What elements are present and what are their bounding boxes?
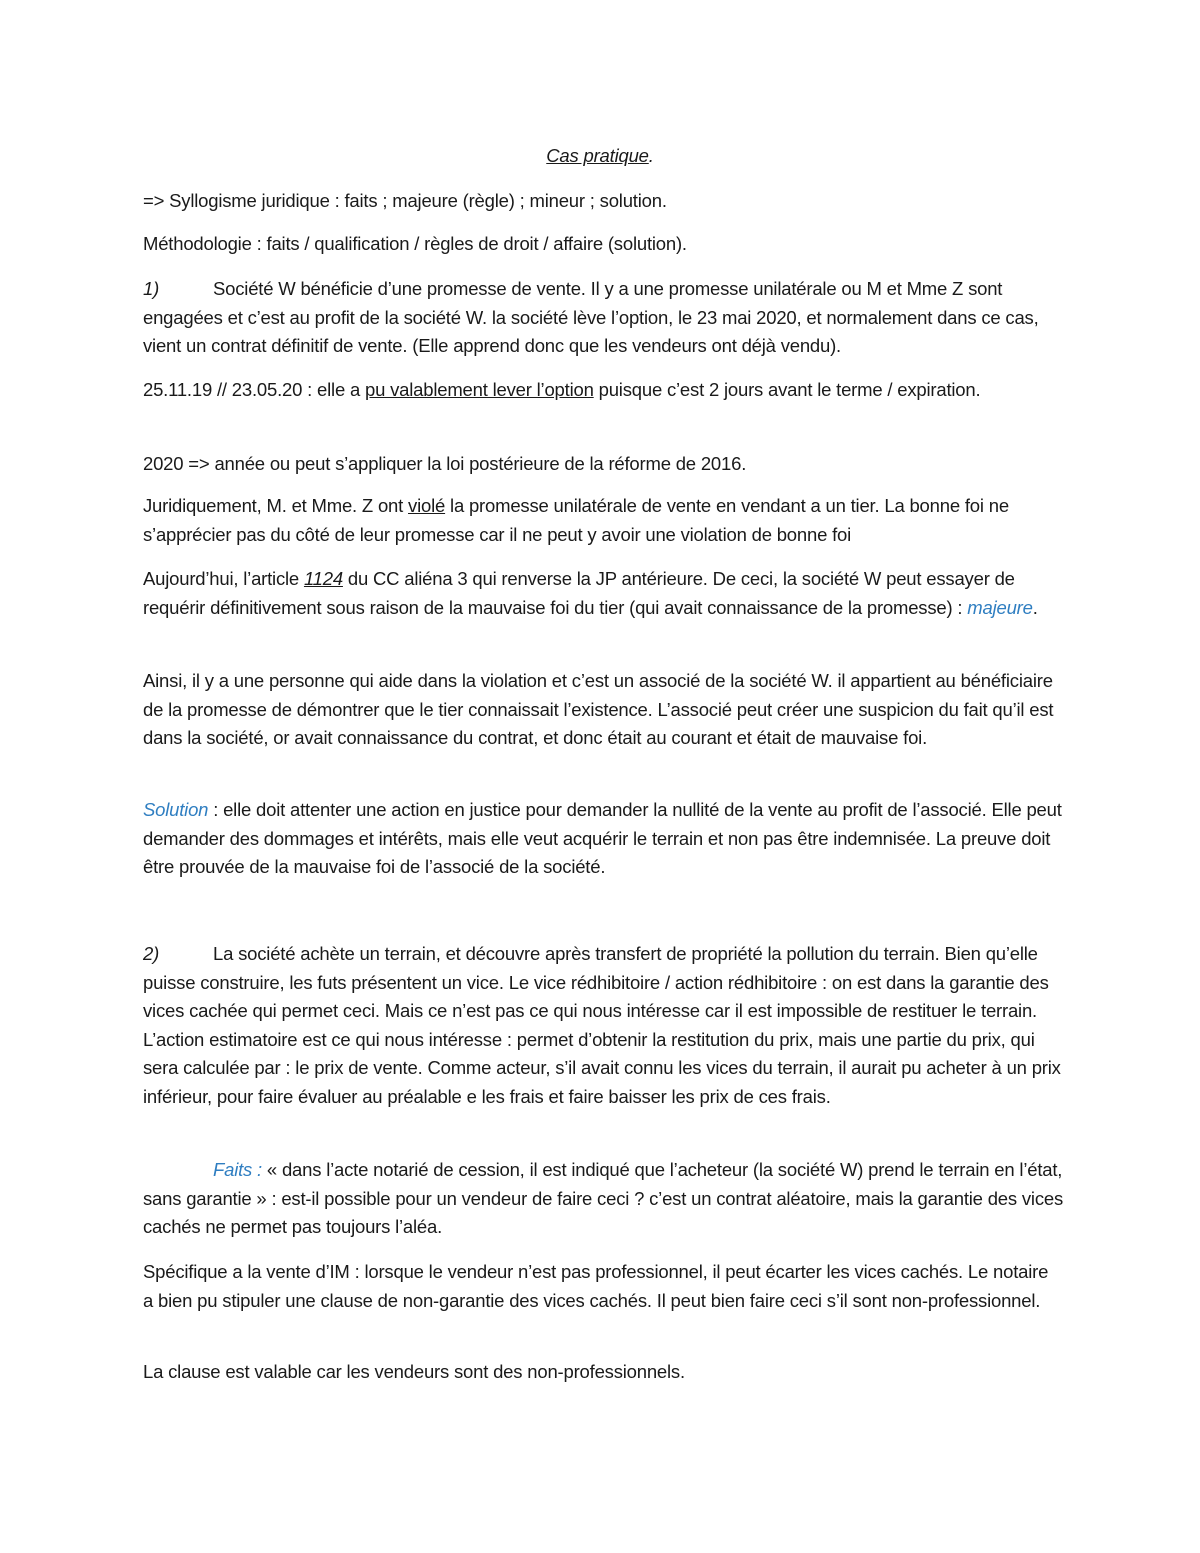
section-1-intro (143, 275, 1063, 361)
section-2-intro-text: La société achète un terrain, et découvre après transfert de propriété la pollution du terrain. Bien qu’elle puisse construire, les futs présentent un vice. Le vice rédhibitoire / action rédhibitoire : on est dans la garantie des vices cachée qui permet ceci. Mais ce n’est pas ce qui nous intéresse car il est impossible de restituer le terrain. L’action estimatoire est ce qui nous intéresse : permet d’obtenir la restitution du prix, mais une partie du prix, qui sera calculée par : le prix de vente. Comme acteur, s’il avait connu les vices du terrain, il aurait pu acheter à un prix inférieur, pour faire évaluer au préalable e les frais et faire baisser les prix de ces frais. (143, 943, 1061, 1107)
majeure-label: majeure (967, 596, 1033, 618)
jur-text-b: la promesse unilatérale de vente en vendant a un tier. La bonne foi ne s’apprécier pas du côté de leur promesse car il ne peut y avoir une violation de bonne foi (143, 495, 1009, 545)
auj-end: . (1032, 596, 1038, 618)
annee-paragraph: 2020 => année ou peut s’appliquer la loi postérieure de la réforme de 2016. (143, 453, 747, 474)
section-1-number: 1) (143, 278, 160, 299)
section-2-number: 2) (143, 943, 160, 964)
clause-paragraph: La clause est valable car les vendeurs sont des non-professionnels. (143, 1361, 685, 1382)
dates-text-b: puisque c’est 2 jours avant le terme / expiration. (593, 379, 981, 400)
syllogisme-paragraph: => Syllogisme juridique : faits ; majeure (règle) ; mineur ; solution. (143, 190, 667, 211)
solution-paragraph (143, 796, 1063, 882)
faits-text: « dans l’acte notarié de cession, il est indiqué que l’acheteur (la société W) prend le terrain en l’état, sans garantie » : est-il possible pour un vendeur de faire ceci ? c’est un contrat aléatoire, mais la garantie des vices cachés ne permet pas toujours l’aléa. (143, 1159, 1064, 1237)
page-title (0, 145, 1200, 167)
title-dot: . (648, 145, 654, 166)
specifique-paragraph: Spécifique a la vente d’IM : lorsque le vendeur n’est pas professionnel, il peut écarter les vices cachés. Le notaire a bien pu stipuler une clause de non-garantie des vices cachés. Il peut bien faire ceci s’il sont non-professionnel. (143, 1261, 1049, 1311)
title-text: Cas pratique (546, 145, 649, 166)
solution-label: Solution (143, 799, 209, 820)
dates-underlined: pu valablement lever l’option (365, 379, 594, 400)
jur-text-a: Juridiquement, M. et Mme. Z ont (143, 495, 409, 516)
dates-text-a: 25.11.19 // 23.05.20 : elle a (143, 379, 365, 400)
dates-paragraph (143, 376, 1063, 405)
juridiquement-paragraph (143, 492, 1063, 549)
methodologie-paragraph: Méthodologie : faits / qualification / règles de droit / affaire (solution). (143, 233, 687, 254)
section-2-intro (143, 940, 1063, 1111)
faits-paragraph (143, 1156, 1063, 1242)
aujourdhui-paragraph (143, 565, 1063, 622)
ainsi-paragraph: Ainsi, il y a une personne qui aide dans la violation et c’est un associé de la société W. il appartient au bénéficiaire de la promesse de démontrer que le tier connaissait l’existence. L’associé peut créer une suspicion du fait qu’il est dans la société, or avait connaissance du contrat, et donc était au courant et était de mauvaise foi. (143, 670, 1054, 748)
auj-text-b: du CC aliéna 3 qui renverse la JP antérieure. De ceci, la société W peut essayer de requérir définitivement sous raison de la mauvaise foi du tier (qui avait connaissance de la promesse) : (143, 568, 1015, 618)
faits-label: Faits : (213, 1159, 262, 1180)
solution-text: : elle doit attenter une action en justice pour demander la nullité de la vente au profit de l’associé. Elle peut demander des dommages et intérêts, mais elle veut acquérir le terrain et non pas être indemnisée. La preuve doit être prouvée de la mauvaise foi de l’associé de la société. (143, 799, 1062, 877)
section-1-intro-text: Société W bénéficie d’une promesse de vente. Il y a une promesse unilatérale ou M et Mme Z sont engagées et c’est au profit de la société W. la société lève l’option, le 23 mai 2020, et normalement dans ce cas, vient un contrat définitif de vente. (Elle apprend donc que les vendeurs ont déjà vendu). (143, 278, 1039, 356)
article-number: 1124 (303, 568, 343, 589)
jur-underlined: violé (408, 495, 446, 516)
auj-text-a: Aujourd’hui, l’article (143, 568, 304, 589)
